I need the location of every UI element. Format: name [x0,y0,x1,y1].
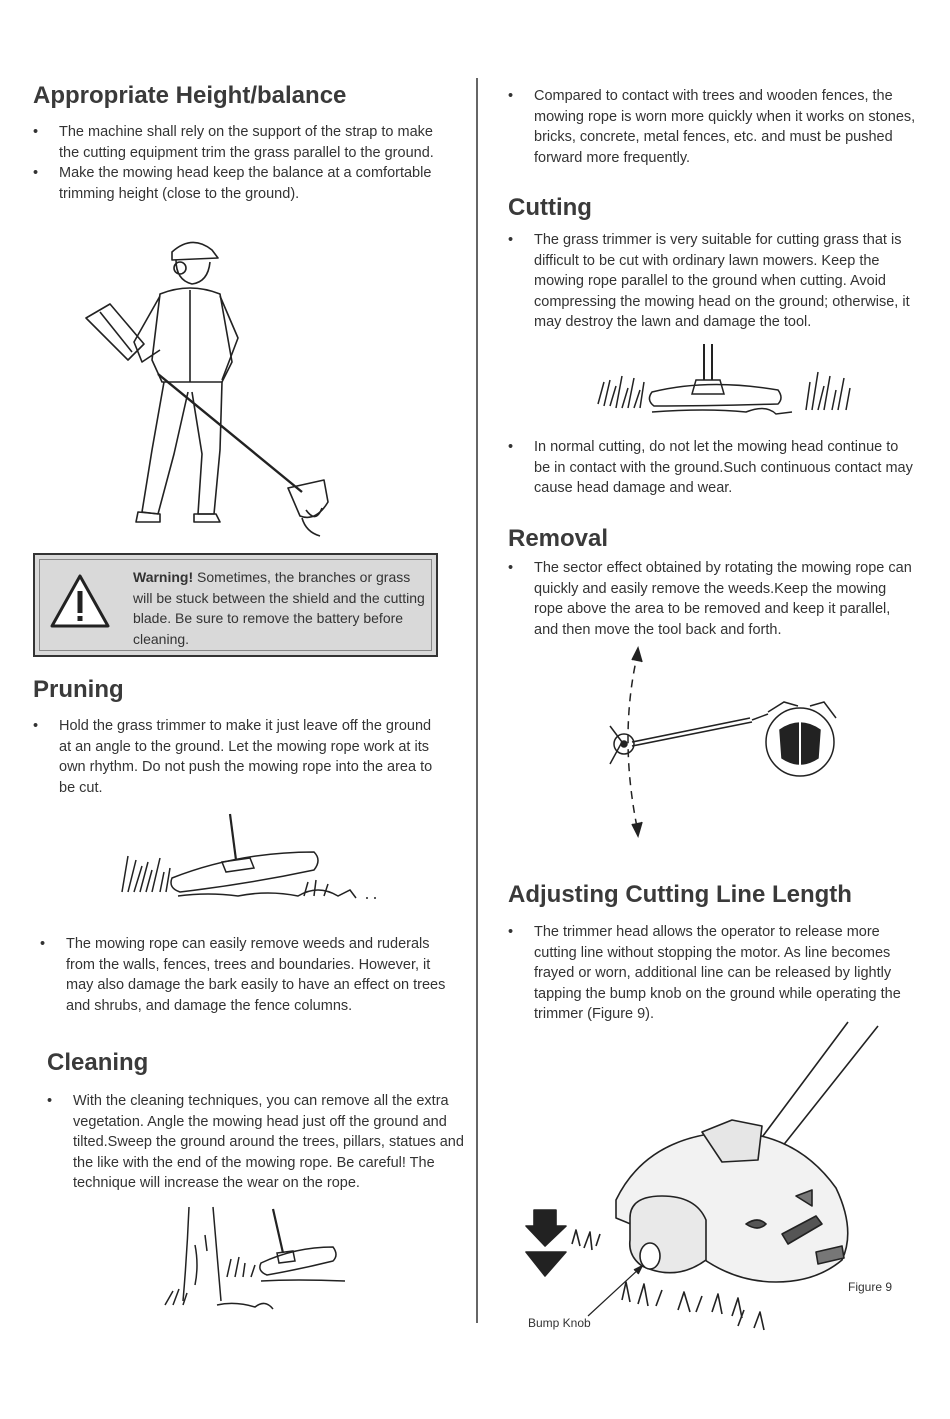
list-item: • The trimmer head allows the operator to release more cutting line without stopping the motor. As line becomes frayed or worn, additional line can be released by lightly tapping the bump knob on the ground while operating the trimmer (Figure 9). [508,922,922,1025]
list-item: • Hold the grass trimmer to make it just leave off the ground at an angle to the ground. Let the mowing rope work at its own rhythm. Do not push the mowing rope into the area to be cut. [33,716,438,798]
cleaning-illustration [165,1205,350,1317]
warning-box [33,553,438,657]
section-title-removal: Removal [508,525,609,552]
cutting-bullets-2 [508,437,918,499]
section-title-cutting: Cutting [508,194,592,221]
cutting-bullets-1 [508,230,920,333]
warning-text [133,567,431,649]
height-bullets [33,122,443,204]
operator-illustration [80,232,340,542]
adjusting-bullets [508,922,922,1025]
list-item: • In normal cutting, do not let the mowing head continue to be in contact with the ground.Such continuous contact may cause head damage and wear. [508,437,918,499]
list-item: • The sector effect obtained by rotating the mowing rope can quickly and easily remove the weeds.Keep the mowing rope above the area to be removed and keep it parallel, and then move the tool back and forth. [508,558,918,640]
list-item: • Compared to contact with trees and wooden fences, the mowing rope is worn more quickly when it works on stones, bricks, concrete, metal fences, etc. and must be pushed forward more frequently. [508,86,916,168]
list-item: • With the cleaning techniques, you can remove all the extra vegetation. Angle the mowing head just off the ground and tilted.Sweep the ground around the trees, pillars, statues and the like with the end of the mowing rope. Be careful! The technique will increase the wear on the rope. [47,1091,467,1194]
removal-bullets [508,558,918,640]
pruning-bullets-1 [33,716,438,798]
column-divider [476,78,478,1323]
warning-body: Sometimes, the branches or grass will be stuck between the shield and the cutting blade. Be sure to remove the battery before cleaning. [133,569,425,647]
removal-illustration [602,646,842,836]
warning-label: Warning! [133,569,194,585]
section-title-height: Appropriate Height/balance [33,82,347,109]
section-title-adjusting: Adjusting Cutting Line Length [508,881,852,908]
list-item: • The mowing rope can easily remove weeds and ruderals from the walls, fences, trees and boundaries. However, it may also damage the bark easily to have an effect on trees and shrubs, and damage the fence columns. [40,934,450,1016]
bump-knob-label: Bump Knob [528,1316,591,1330]
figure-label: Figure 9 [848,1280,893,1294]
list-item: • The grass trimmer is very suitable for cutting grass that is difficult to be cut with ordinary lawn mowers. Keep the mowing rope parallel to the ground when cutting. Avoid compressing the mowing head on the ground; otherwise, it may destroy the lawn and damage the tool. [508,230,920,333]
pruning-illustration [118,812,388,902]
cutting-illustration [596,342,858,422]
warning-triangle-icon [49,573,111,629]
cleaning-bullets [47,1091,467,1194]
section-title-cleaning: Cleaning [47,1049,149,1076]
section-title-pruning: Pruning [33,676,124,703]
intro-bullets [508,86,916,168]
list-item: • Make the mowing head keep the balance at a comfortable trimming height (close to the ground). [33,163,443,204]
list-item: • The machine shall rely on the support of the strap to make the cutting equipment trim the grass parallel to the ground. [33,122,443,163]
pruning-bullets-2 [40,934,450,1016]
